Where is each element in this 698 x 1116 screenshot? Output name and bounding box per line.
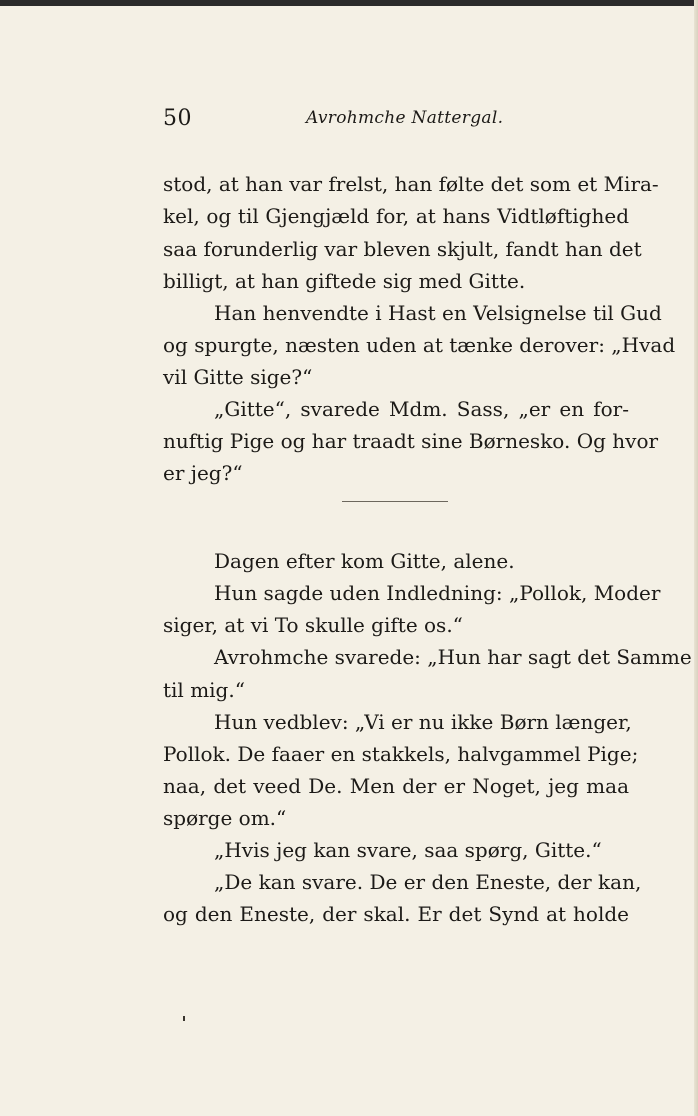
text-line: kel, og til Gjengjæld for, at hans Vidtløftighed: [163, 204, 629, 228]
text-line: er jeg?“: [163, 461, 243, 485]
scan-top-edge: [0, 0, 698, 6]
text-line: spørge om.“: [163, 806, 287, 830]
text-line: til mig.“: [163, 678, 245, 702]
text-line: nuftig Pige og har traadt sine Børnesko. Og hvor: [163, 429, 659, 453]
text-line: Avrohmche svarede: „Hun har sagt det Samme: [214, 645, 692, 669]
text-line: naa, det veed De. Men der er Noget, jeg maa: [163, 774, 629, 798]
text-line: billigt, at han giftede sig med Gitte.: [163, 269, 526, 293]
ink-speck: [183, 1016, 185, 1021]
page-number: 50: [163, 106, 192, 131]
text-line: vil Gitte sige?“: [163, 365, 313, 389]
text-line: siger, at vi To skulle gifte os.“: [163, 613, 463, 637]
page-right-edge: [694, 0, 698, 1116]
text-line: og spurgte, næsten uden at tænke derover: „Hvad: [163, 333, 676, 357]
text-line: Dagen efter kom Gitte, alene.: [214, 549, 515, 573]
text-line: „Gitte“, svarede Mdm. Sass, „er en for-: [214, 397, 629, 421]
text-line: „De kan svare. De er den Eneste, der kan,: [214, 870, 642, 894]
running-title: Avrohmche Nattergal.: [306, 108, 504, 128]
text-line: stod, at han var frelst, han følte det som et Mira-: [163, 172, 659, 196]
section-divider: [342, 501, 448, 502]
text-line: „Hvis jeg kan svare, saa spørg, Gitte.“: [214, 838, 602, 862]
text-line: Hun sagde uden Indledning: „Pollok, Moder: [214, 581, 661, 605]
text-line: saa forunderlig var bleven skjult, fandt han det: [163, 237, 642, 261]
text-line: og den Eneste, der skal. Er det Synd at holde: [163, 902, 629, 926]
text-line: Han henvendte i Hast en Velsignelse til Gud: [214, 301, 662, 325]
text-line: Hun vedblev: „Vi er nu ikke Børn længer,: [214, 710, 632, 734]
text-line: Pollok. De faaer en stakkels, halvgammel Pige;: [163, 742, 639, 766]
